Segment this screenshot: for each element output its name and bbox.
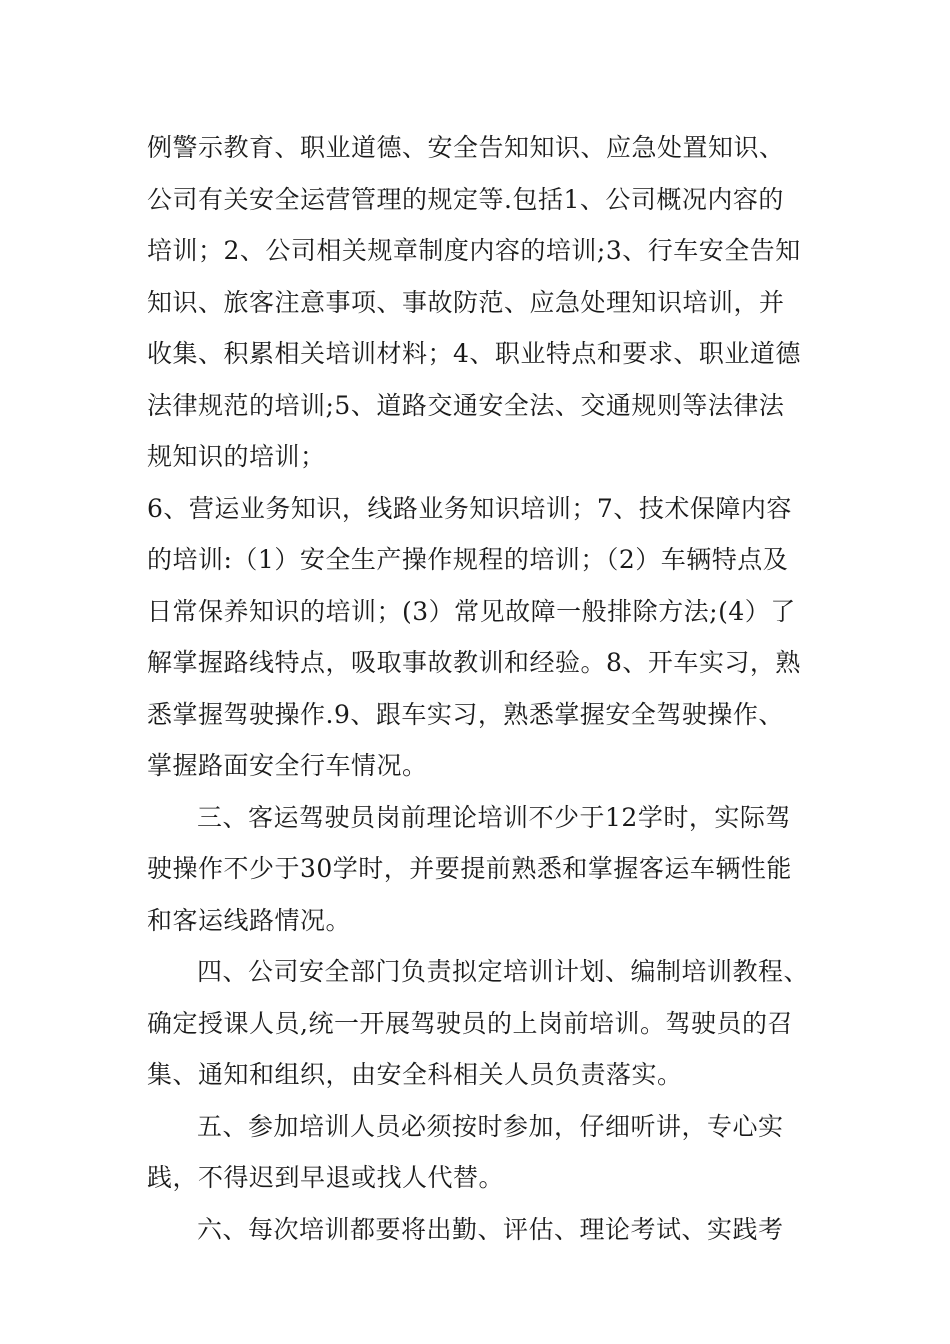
text-line: 知识、旅客注意事项、事故防范、应急处理知识培训，并 bbox=[147, 287, 785, 317]
text-line: 掌握路面安全行车情况。 bbox=[147, 751, 428, 780]
text-line: 五、参加培训人员必须按时参加，仔细听讲，专心实 bbox=[197, 1111, 784, 1141]
text-line: 日常保养知识的培训；(3）常见故障一般排除方法;(4）了 bbox=[147, 596, 796, 626]
text-line: 四、公司安全部门负责拟定培训计划、编制培训教程、 bbox=[197, 957, 810, 986]
text-line: 规知识的培训； bbox=[147, 442, 326, 471]
text-line: 践，不得迟到早退或找人代替。 bbox=[147, 1163, 505, 1192]
text-line: 法律规范的培训;5、道路交通安全法、交通规则等法律法 bbox=[147, 390, 785, 420]
text-line: 例警示教育、职业道德、安全告知知识、应急处置知识、 bbox=[147, 133, 785, 162]
text-line: 悉掌握驾驶操作.9、跟车实习，熟悉掌握安全驾驶操作、 bbox=[147, 699, 784, 729]
text-line: 三、客运驾驶员岗前理论培训不少于12学时，实际驾 bbox=[197, 802, 791, 832]
text-line: 驶操作不少于30学时，并要提前熟悉和掌握客运车辆性能 bbox=[147, 854, 792, 883]
text-line: 和客运线路情况。 bbox=[147, 905, 352, 935]
document-body bbox=[147, 122, 810, 1255]
text-line: 六、每次培训都要将出勤、评估、理论考试、实践考 bbox=[197, 1214, 784, 1244]
text-line: 的培训:（1）安全生产操作规程的培训；（2）车辆特点及 bbox=[147, 545, 789, 574]
text-line: 集、通知和组织，由安全科相关人员负责落实。 bbox=[147, 1060, 683, 1089]
text-line: 确定授课人员,统一开展驾驶员的上岗前培训。驾驶员的召 bbox=[147, 1008, 793, 1038]
text-line: 培训；2、公司相关规章制度内容的培训;3、行车安全告知 bbox=[147, 236, 801, 265]
text-line: 公司有关安全运营管理的规定等.包括1、公司概况内容的 bbox=[147, 184, 784, 214]
text-line: 解掌握路线特点，吸取事故教训和经验。8、开车实习，熟 bbox=[147, 648, 801, 677]
text-line: 收集、积累相关培训材料；4、职业特点和要求、职业道德 bbox=[147, 339, 801, 368]
text-line: 6、营运业务知识，线路业务知识培训；7、技术保障内容 bbox=[147, 493, 792, 523]
